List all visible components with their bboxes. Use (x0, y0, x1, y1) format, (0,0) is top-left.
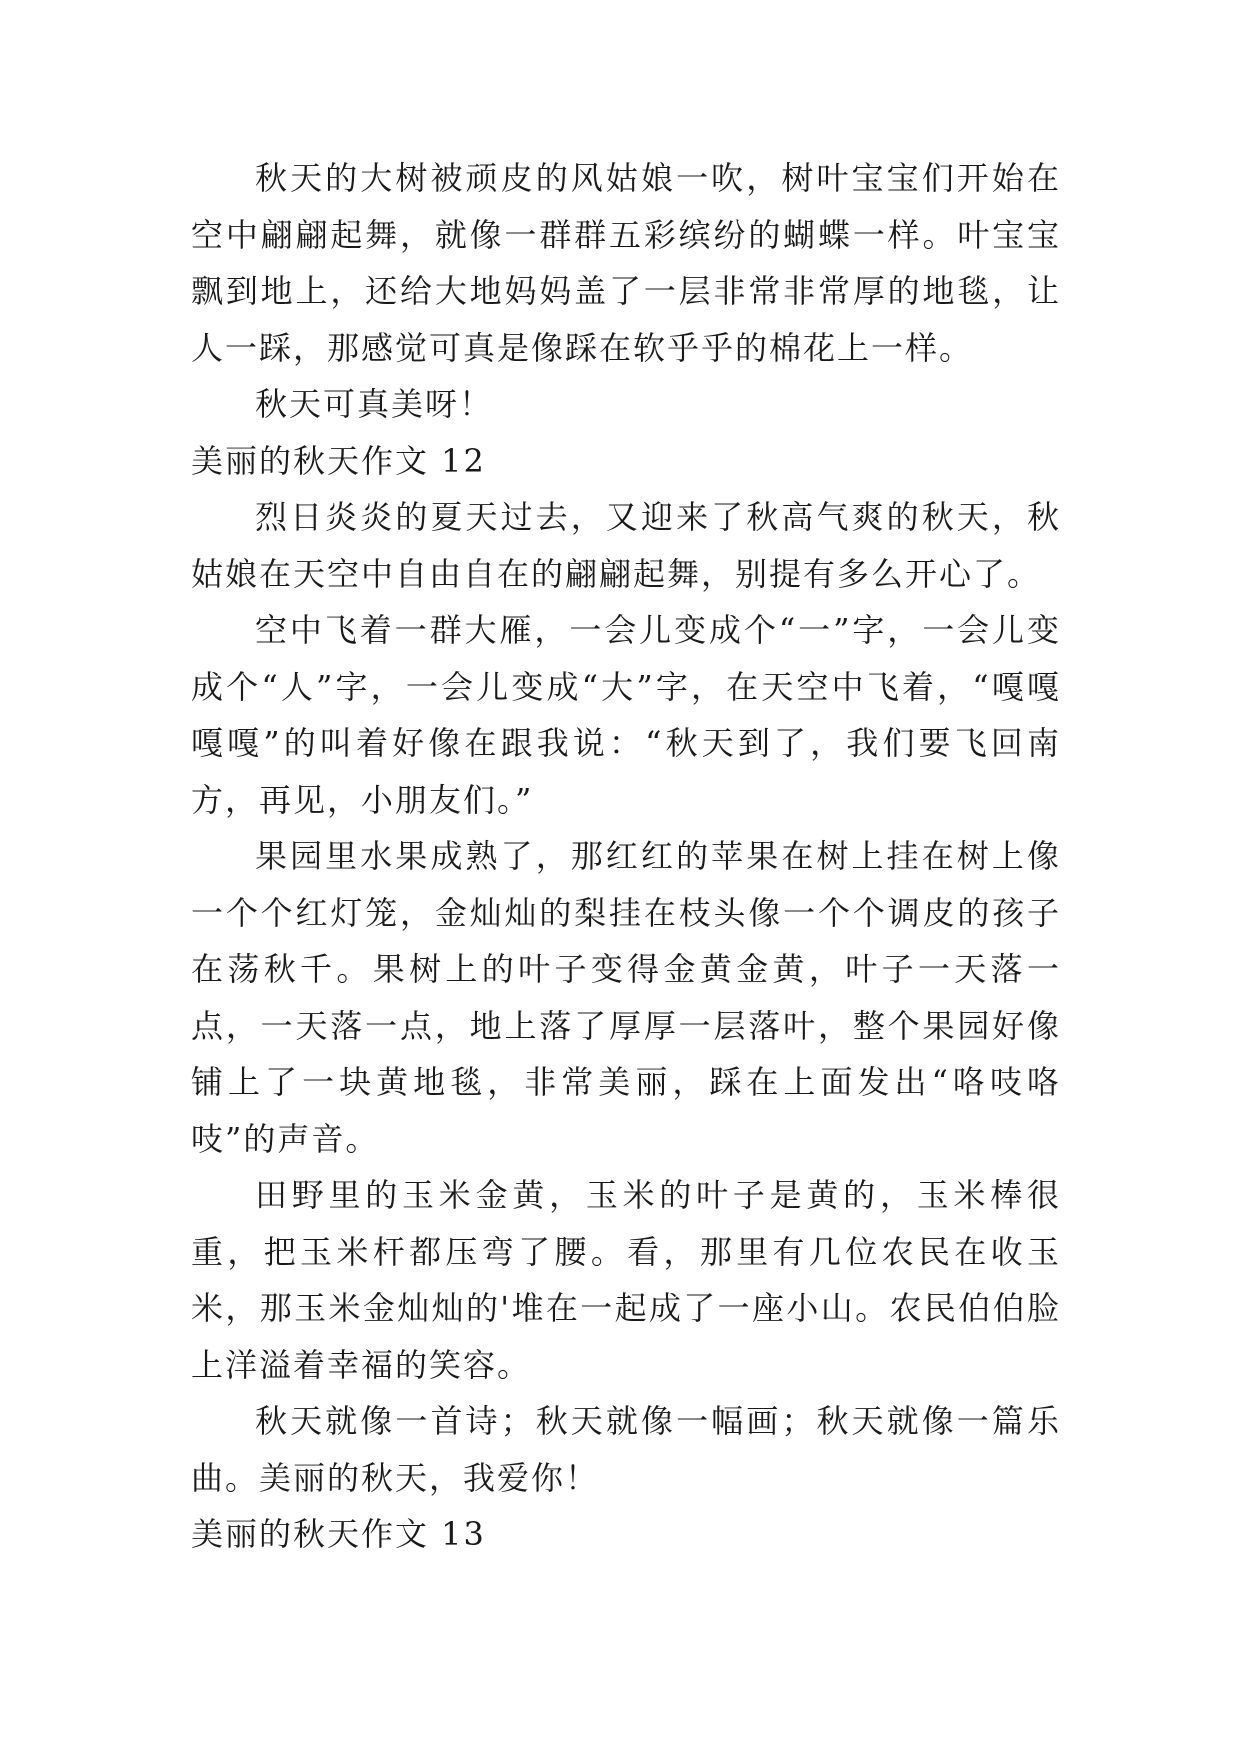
section-heading: 美丽的秋天作文 12 (191, 441, 486, 480)
paragraph: 秋天可真美呀！ (255, 385, 494, 423)
paragraph: 烈日炎炎的夏天过去，又迎来了秋高气爽的秋天，秋姑娘在天空中自由自在的翩翩起舞，别提有多么开心了。 (191, 498, 1061, 593)
paragraph: 秋天就像一首诗；秋天就像一幅画；秋天就像一篇乐曲。美丽的秋天，我爱你！ (191, 1402, 1061, 1497)
paragraph: 秋天的大树被顽皮的风姑娘一吹，树叶宝宝们开始在空中翩翩起舞，就像一群群五彩缤纷的蝴蝶一样。叶宝宝飘到地上，还给大地妈妈盖了一层非常非常厚的地毯，让人一踩，那感觉可真是像踩在软乎乎的棉花上一样。 (191, 159, 1061, 367)
paragraph: 果园里水果成熟了，那红红的苹果在树上挂在树上像一个个红灯笼，金灿灿的梨挂在枝头像一个个调皮的孩子在荡秋千。果树上的叶子变得金黄金黄，叶子一天落一点，一天落一点，地上落了厚厚一层落叶，整个果园好像铺上了一块黄地毯，非常美丽，踩在上面发出“咯吱咯吱”的声音。 (191, 837, 1061, 1158)
paragraph: 田野里的玉米金黄，玉米的叶子是黄的，玉米棒很重，把玉米杆都压弯了腰。看，那里有几位农民在收玉米，那玉米金灿灿的'堆在一起成了一座小山。农民伯伯脸上洋溢着幸福的笑容。 (191, 1176, 1061, 1384)
paragraph: 空中飞着一群大雁，一会儿变成个“一”字，一会儿变成个“人”字，一会儿变成“大”字，在天空中飞着，“嘎嘎嘎嘎”的叫着好像在跟我说：“秋天到了，我们要飞回南方，再见，小朋友们。” (191, 611, 1061, 819)
section-heading: 美丽的秋天作文 13 (191, 1515, 486, 1553)
document-body (191, 150, 1061, 1563)
